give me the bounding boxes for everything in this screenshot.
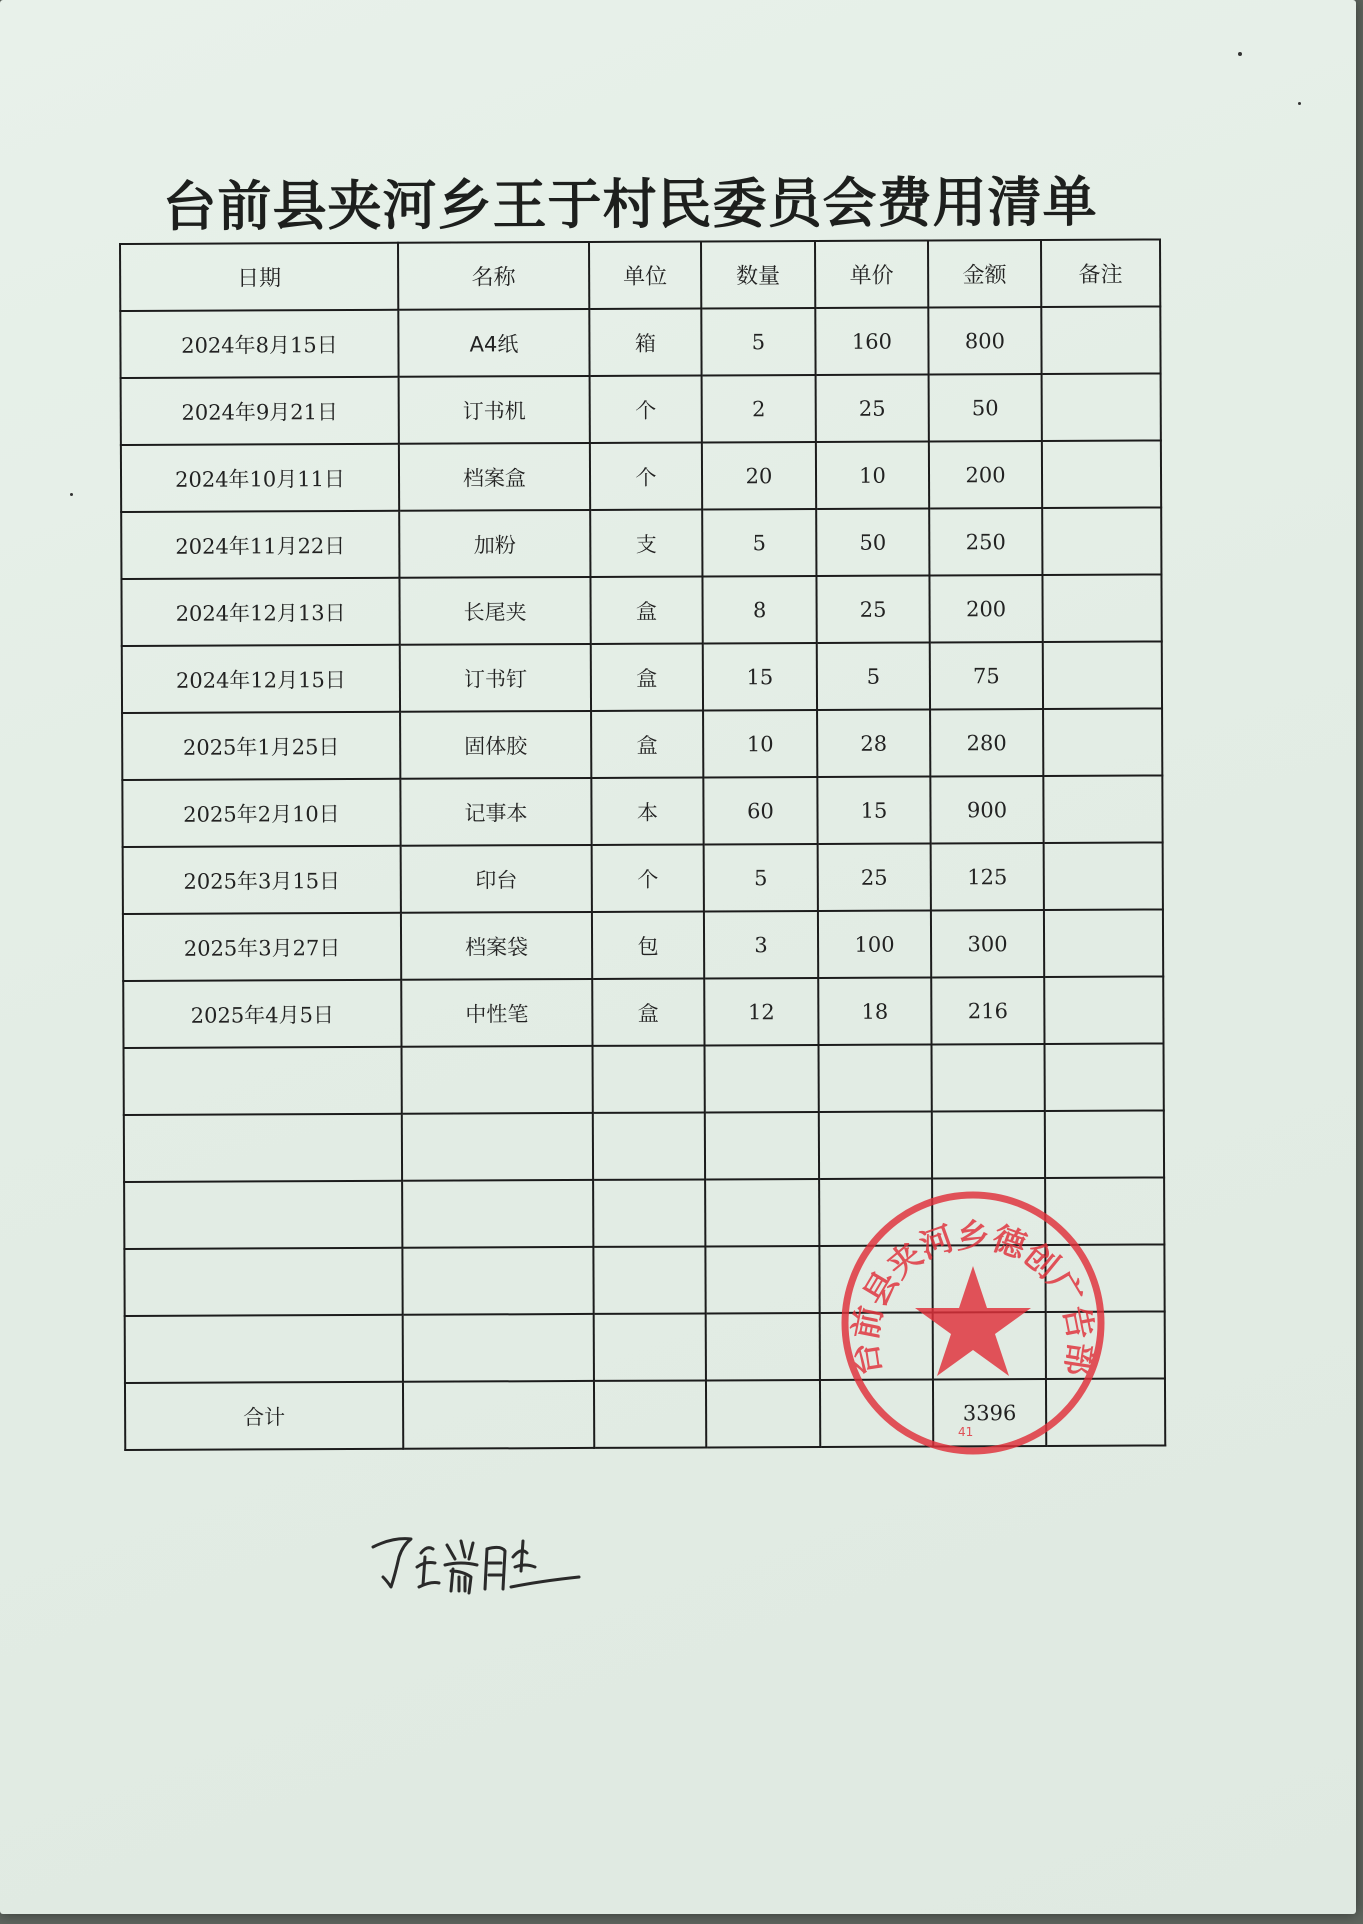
empty-table-row — [124, 1043, 1164, 1115]
cell-amount: 125 — [931, 843, 1044, 910]
cell-amount: 216 — [931, 977, 1044, 1044]
cell-note — [1042, 574, 1161, 642]
cell-quantity: 2 — [702, 375, 816, 442]
cell-unit: 包 — [592, 911, 704, 978]
cell-unit-price: 100 — [818, 910, 931, 977]
cell-note — [1042, 373, 1161, 441]
table-row — [121, 373, 1161, 445]
total-cell — [403, 1381, 594, 1449]
cell-date: 2024年11月22日 — [121, 511, 399, 579]
cell-unit-price: 160 — [815, 307, 928, 374]
cell-note — [1042, 507, 1161, 575]
page-title: 台前县夹河乡王于村民委员会费用清单 — [162, 170, 1098, 239]
table-row — [122, 708, 1162, 780]
empty-table-row — [124, 1110, 1164, 1182]
cell-date: 2024年9月21日 — [121, 377, 399, 445]
empty-cell — [402, 1046, 593, 1114]
empty-cell — [402, 1180, 593, 1248]
cell-name: 档案盒 — [399, 443, 590, 511]
speck — [1238, 52, 1242, 56]
cell-name: 长尾夹 — [399, 577, 590, 645]
cell-unit: 盒 — [591, 643, 703, 710]
cell-quantity: 8 — [702, 576, 816, 643]
cell-date: 2024年10月11日 — [121, 444, 399, 512]
cell-unit-price: 25 — [818, 843, 931, 910]
cell-unit: 个 — [592, 844, 704, 911]
cell-note — [1044, 976, 1163, 1044]
cell-quantity: 60 — [703, 777, 817, 844]
cell-unit: 个 — [590, 375, 702, 442]
cell-unit-price: 18 — [818, 977, 931, 1044]
cell-amount: 50 — [929, 374, 1042, 441]
cell-unit-price: 25 — [816, 575, 929, 642]
cell-unit-price: 28 — [817, 709, 930, 776]
table-row — [122, 641, 1162, 713]
empty-cell — [403, 1314, 594, 1382]
cell-unit: 盒 — [590, 576, 702, 643]
empty-cell — [124, 1248, 402, 1316]
total-cell — [594, 1380, 706, 1447]
red-seal-stamp — [838, 1188, 1108, 1458]
cell-quantity: 5 — [701, 308, 815, 375]
empty-cell — [706, 1313, 820, 1380]
cell-quantity: 20 — [702, 442, 816, 509]
table-row — [121, 440, 1161, 512]
empty-cell — [819, 1111, 932, 1178]
empty-cell — [932, 1111, 1045, 1178]
seal-arc-text: 台前县夹河乡德创广告部 — [844, 1216, 1102, 1379]
table-row — [123, 909, 1163, 981]
empty-cell — [593, 1045, 705, 1112]
speck — [70, 493, 73, 496]
cell-name: 中性笔 — [401, 979, 592, 1047]
cell-date: 2025年4月5日 — [123, 980, 401, 1048]
column-header-date: 日期 — [120, 243, 398, 311]
column-header-unit: 单位 — [589, 241, 701, 308]
cell-date: 2025年1月25日 — [122, 712, 400, 780]
table-row — [121, 507, 1161, 579]
cell-quantity: 3 — [704, 911, 818, 978]
cell-note — [1044, 909, 1163, 977]
column-header-amount: 金额 — [928, 240, 1041, 307]
cell-unit-price: 25 — [816, 374, 929, 441]
cell-amount: 800 — [928, 307, 1041, 374]
cell-amount: 200 — [929, 575, 1042, 642]
empty-cell — [705, 1179, 819, 1246]
cell-name: 印台 — [401, 845, 592, 913]
empty-cell — [932, 1044, 1045, 1111]
column-header-quantity: 数量 — [701, 241, 815, 308]
empty-cell — [402, 1247, 593, 1315]
empty-cell — [593, 1112, 705, 1179]
cell-date: 2024年12月15日 — [122, 645, 400, 713]
cell-date: 2025年3月15日 — [123, 846, 401, 914]
cell-quantity: 15 — [703, 643, 817, 710]
cell-unit-price: 5 — [817, 642, 930, 709]
empty-cell — [124, 1181, 402, 1249]
column-header-name: 名称 — [398, 242, 589, 310]
cell-unit: 箱 — [589, 308, 701, 375]
handwritten-signature — [365, 1505, 595, 1615]
cell-unit-price: 50 — [816, 508, 929, 575]
cell-quantity: 5 — [704, 844, 818, 911]
cell-note — [1041, 306, 1160, 374]
cell-date: 2024年12月13日 — [121, 578, 399, 646]
cell-date: 2025年3月27日 — [123, 913, 401, 981]
cell-amount: 200 — [929, 441, 1042, 508]
cell-amount: 900 — [930, 776, 1043, 843]
cell-name: 订书钉 — [400, 644, 591, 712]
cell-name: A4纸 — [398, 309, 589, 377]
cell-unit: 个 — [590, 442, 702, 509]
total-cell — [706, 1380, 820, 1447]
cell-quantity: 12 — [704, 978, 818, 1045]
cell-date: 2025年2月10日 — [122, 779, 400, 847]
table-row — [122, 775, 1162, 847]
speck — [1298, 102, 1301, 105]
cell-unit: 支 — [590, 509, 702, 576]
cell-note — [1044, 842, 1163, 910]
cell-name: 加粉 — [399, 510, 590, 578]
cell-name: 固体胶 — [400, 711, 591, 779]
empty-cell — [124, 1114, 402, 1182]
cell-quantity: 10 — [703, 710, 817, 777]
table-row — [123, 842, 1163, 914]
cell-unit: 盒 — [591, 710, 703, 777]
column-header-note: 备注 — [1041, 239, 1160, 307]
empty-cell — [1045, 1043, 1164, 1111]
cell-name: 订书机 — [399, 376, 590, 444]
table-row — [121, 574, 1161, 646]
cell-amount: 300 — [931, 910, 1044, 977]
table-row — [120, 306, 1160, 378]
cell-amount: 250 — [929, 508, 1042, 575]
empty-cell — [594, 1313, 706, 1380]
empty-cell — [819, 1044, 932, 1111]
cell-amount: 280 — [930, 709, 1043, 776]
cell-unit: 本 — [591, 777, 703, 844]
column-header-unit-price: 单价 — [815, 240, 928, 307]
cell-amount: 75 — [930, 642, 1043, 709]
empty-cell — [402, 1113, 593, 1181]
cell-note — [1043, 708, 1162, 776]
empty-cell — [593, 1179, 705, 1246]
cell-unit-price: 10 — [816, 441, 929, 508]
cell-note — [1043, 775, 1162, 843]
table-row — [123, 976, 1163, 1048]
cell-name: 档案袋 — [401, 912, 592, 980]
cell-name: 记事本 — [400, 778, 591, 846]
empty-cell — [124, 1047, 402, 1115]
empty-cell — [705, 1112, 819, 1179]
empty-cell — [593, 1246, 705, 1313]
empty-cell — [705, 1045, 819, 1112]
table-header-row — [120, 239, 1160, 311]
cell-date: 2024年8月15日 — [120, 310, 398, 378]
cell-note — [1043, 641, 1162, 709]
total-amount: 3396 — [933, 1379, 1046, 1446]
cell-unit: 盒 — [592, 978, 704, 1045]
cell-note — [1042, 440, 1161, 508]
seal-number: 41 — [958, 1425, 974, 1439]
cell-unit-price: 15 — [817, 776, 930, 843]
empty-cell — [705, 1246, 819, 1313]
empty-cell — [125, 1315, 403, 1383]
cell-quantity: 5 — [702, 509, 816, 576]
star-icon — [915, 1266, 1031, 1376]
empty-cell — [1045, 1110, 1164, 1178]
total-label: 合计 — [125, 1382, 403, 1450]
